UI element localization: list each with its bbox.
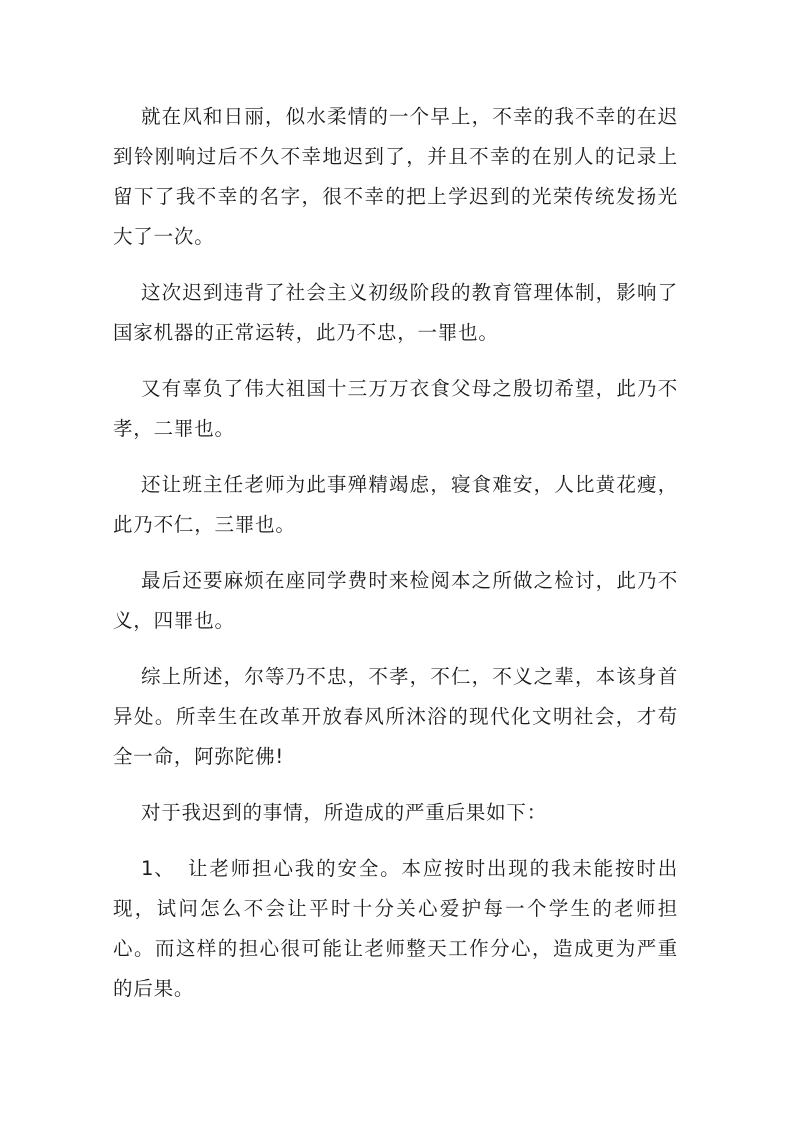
paragraph-7: 对于我迟到的事情，所造成的严重后果如下： [141, 801, 548, 824]
list-item-text: 让老师担心我的安全。本应按时出现的我未能按时出现，试问怎么不会让平时十分关心爱护每一个学生的老师担心。而这样的担心很可能让老师整天工作分心，造成更为严重的后果。 [113, 857, 678, 1000]
paragraph-2: 这次迟到违背了社会主义初级阶段的教育管理体制，影响了国家机器的正常运转，此乃不忠，一罪也。 [113, 281, 678, 344]
list-item [113, 849, 678, 1009]
paragraph-1: 就在风和日丽，似水柔情的一个早上，不幸的我不幸的在迟到铃刚响过后不久不幸地迟到了，并且不幸的在别人的记录上留下了我不幸的名字，很不幸的把上学迟到的光荣传统发扬光大了一次。 [113, 105, 678, 248]
paragraph-5: 最后还要麻烦在座同学费时来检阅本之所做之检讨，此乃不义，四罪也。 [113, 569, 678, 632]
list-item-number: 1、 [141, 857, 175, 880]
paragraph-6: 综上所述，尔等乃不忠，不孝，不仁，不义之辈，本该身首异处。所幸生在改革开放春风所沐浴的现代化文明社会，才苟全一命，阿弥陀佛! [113, 665, 678, 768]
paragraph-3: 又有辜负了伟大祖国十三万万衣食父母之殷切希望，此乃不孝，二罪也。 [113, 377, 678, 440]
document-body [113, 97, 678, 1009]
paragraph-4: 还让班主任老师为此事殚精竭虑，寝食难安，人比黄花瘦，此乃不仁，三罪也。 [113, 473, 678, 536]
